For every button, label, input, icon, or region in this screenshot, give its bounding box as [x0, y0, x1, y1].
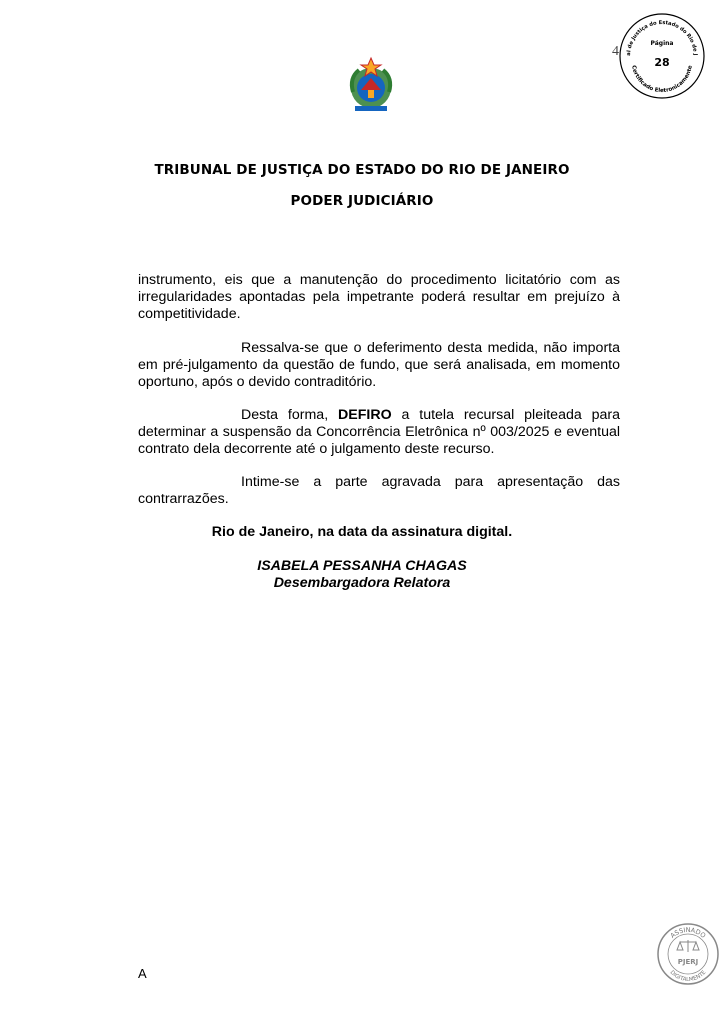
coat-of-arms-emblem	[339, 52, 403, 116]
paragraph-3-rest: a tutela recursal pleiteada para determinar a suspensão da Concorrência Eletrônica nº 003/2025 e eventual contrato dela decorrente até o julgamento deste recurso.	[138, 407, 621, 457]
court-title: TRIBUNAL DE JUSTIÇA DO ESTADO DO RIO DE JANEIRO	[154, 162, 570, 178]
seal-top-text: ASSINADO	[668, 925, 708, 940]
signer-role: Desembargadora Relatora	[273, 575, 451, 591]
signer-name: ISABELA PESSANHA CHAGAS	[257, 558, 467, 574]
paragraph-4-text: Intime-se a parte agravada para apresentação das contrarrazões.	[138, 474, 620, 507]
paragraph-3	[138, 407, 620, 458]
paragraph-2	[138, 340, 620, 391]
certification-stamp	[616, 10, 708, 102]
seal-bottom-text: DIGITALMENTE	[668, 969, 708, 984]
paragraph-4	[138, 474, 620, 508]
paragraph-2-text: Ressalva-se que o deferimento desta medida, não importa em pré-julgamento da questão de fundo, que será analisada, em momento oportuno, após o devido contraditório.	[138, 340, 620, 390]
paragraph-1: instrumento, eis que a manutenção do procedimento licitatório com as irregularidades apontadas pela impetrante poderá resultar em prejuízo à competitividade.	[138, 272, 620, 322]
paragraph-3-lead: Desta forma,	[241, 407, 339, 423]
stamp-ring-bottom: Certificado Eletronicamente	[630, 64, 694, 95]
branch-title: PODER JUDICIÁRIO	[290, 193, 434, 209]
place-and-date: Rio de Janeiro, na data da assinatura digital.	[211, 524, 513, 540]
footer-mark: A	[138, 966, 147, 981]
digital-signature-seal	[656, 922, 720, 986]
stamp-label: Página	[650, 40, 674, 47]
stamp-page-number: 28	[654, 56, 670, 69]
paragraph-3-defiro: DEFIRO	[338, 407, 392, 423]
margin-page-number: 4	[612, 44, 619, 59]
stamp-ring-top: al de Justiça do Estado do Rio de J	[625, 19, 699, 56]
seal-center-text: PJERJ	[677, 958, 699, 966]
